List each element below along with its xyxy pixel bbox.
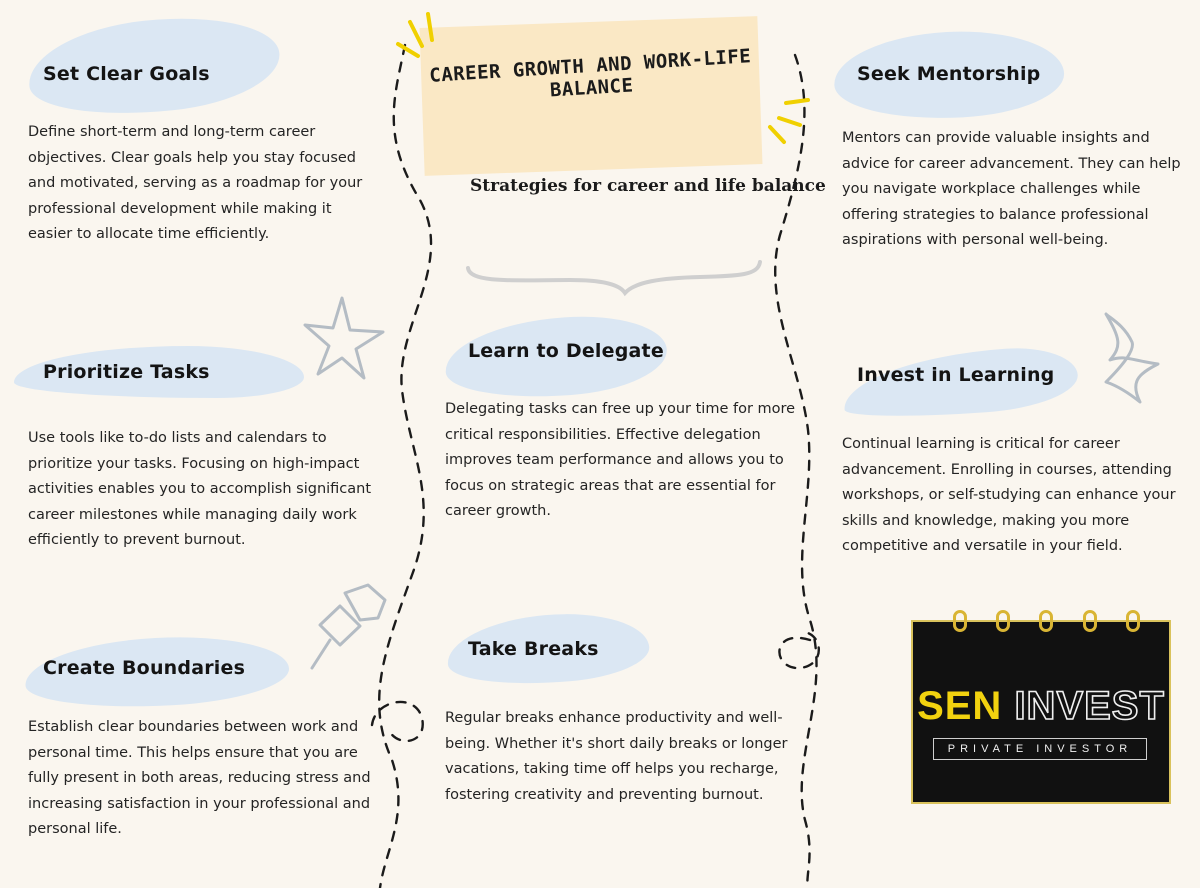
logo-brand: [913, 684, 1169, 729]
binder-ring-icon: [996, 610, 1010, 632]
heading-create-boundaries: Create Boundaries: [43, 657, 246, 679]
logo-brand-first: SEN: [917, 684, 1003, 728]
page-title: CAREER GROWTH AND WORK-LIFE BALANCE: [428, 45, 752, 102]
binder-ring-icon: [1126, 610, 1140, 632]
binder-ring-icon: [1039, 610, 1053, 632]
body-take-breaks: Regular breaks enhance productivity and well-being. Whether it's short daily breaks or longer vacations, taking time off helps you recharge, fostering creativity and preventing burnout.: [445, 710, 788, 803]
logo-brand-second: INVEST: [1014, 684, 1165, 728]
body-invest-in-learning: Continual learning is critical for career advancement. Enrolling in courses, attending workshops, or self-studying can enhance your skills and knowledge, making you more competitive and versatile in your field.: [842, 436, 1176, 554]
body-prioritize-tasks: Use tools like to-do lists and calendars to prioritize your tasks. Focusing on high-impact activities enables you to accomplish significant career milestones while managing daily work efficiently to prevent burnout.: [28, 430, 372, 548]
body-learn-to-delegate: Delegating tasks can free up your time for more critical responsibilities. Effective delegation improves team performance and allows you to focus on strategic areas that are essential for career growth.: [445, 401, 796, 519]
body-set-clear-goals: Define short-term and long-term career objectives. Clear goals help you stay focused and motivated, serving as a roadmap for your professional development while making it easier to allocate time efficiently.: [28, 124, 363, 242]
heading-set-clear-goals: Set Clear Goals: [43, 63, 210, 85]
binder-ring-icon: [1083, 610, 1097, 632]
sen-invest-logo: [911, 620, 1171, 804]
body-create-boundaries: Establish clear boundaries between work and personal time. This helps ensure that you are fully present in both areas, reducing stress and increasing satisfaction in your professional and personal life.: [28, 719, 371, 837]
heading-seek-mentorship: Seek Mentorship: [857, 63, 1041, 85]
heading-invest-in-learning: Invest in Learning: [857, 364, 1055, 386]
logo-tagline: PRIVATE INVESTOR: [933, 738, 1147, 760]
binder-ring-icon: [953, 610, 967, 632]
heading-learn-to-delegate: Learn to Delegate: [468, 340, 664, 362]
body-seek-mentorship: Mentors can provide valuable insights and advice for career advancement. They can help you navigate workplace challenges while offering strategies to balance professional aspirations with personal well-being.: [842, 130, 1181, 248]
heading-take-breaks: Take Breaks: [468, 638, 599, 660]
page-subtitle: Strategies for career and life balance: [470, 176, 826, 196]
heading-prioritize-tasks: Prioritize Tasks: [43, 361, 210, 383]
